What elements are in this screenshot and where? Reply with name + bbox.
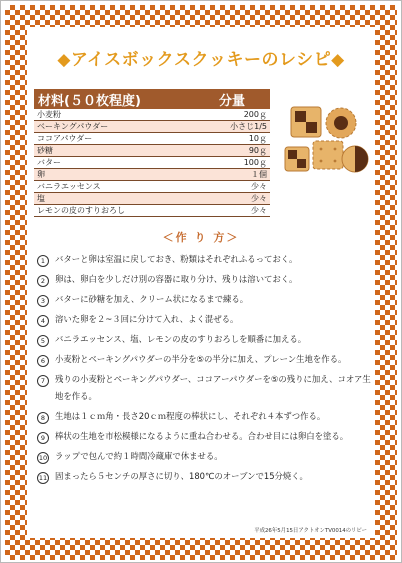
step-item: [37, 428, 372, 445]
step-item: [37, 291, 372, 308]
step-number: 5: [37, 335, 49, 347]
step-text: 生地は１ｃｍ角・長さ20ｃｍ程度の棒状にし、それぞれ４本ずつ作る。: [55, 411, 326, 421]
ingredient-name: 砂糖: [34, 145, 194, 157]
cookies-illustration: [283, 101, 369, 193]
ingredient-row: [34, 133, 270, 145]
step-number: 3: [37, 295, 49, 307]
step-item: [37, 251, 372, 268]
step-number: 9: [37, 432, 49, 444]
ingredient-qty: 少々: [194, 205, 270, 217]
ingredient-qty: 100ｇ: [194, 157, 270, 169]
ingredient-row: [34, 205, 270, 217]
ingredients-header-qty: 分量: [194, 89, 270, 109]
ingredient-qty: 10ｇ: [194, 133, 270, 145]
ingredient-row: [34, 121, 270, 133]
method-steps: [37, 251, 372, 488]
small-checkered-cookie-icon: [285, 147, 309, 171]
ingredient-name: ココアパウダー: [34, 133, 194, 145]
ingredient-qty: 小さじ1/5: [194, 121, 270, 133]
chocolate-cookie-icon: [342, 146, 368, 172]
step-text: 残りの小麦粉とベーキングパウダー、ココアーパウダーを⑤の残りに加え、コオア生地を作る。: [55, 374, 371, 401]
ingredient-row: [34, 181, 270, 193]
step-item: [37, 271, 372, 288]
ingredient-row: [34, 193, 270, 205]
ingredient-name: ベーキングパウダー: [34, 121, 194, 133]
step-number: 7: [37, 375, 49, 387]
ingredient-name: バニラエッセンス: [34, 181, 194, 193]
step-item: [37, 371, 372, 405]
step-item: [37, 408, 372, 425]
ingredient-row: [34, 169, 270, 181]
footer-note: 平成26年5月15日アクトオンTV0014のリピー: [254, 528, 367, 534]
step-text: バニラエッセンス、塩、レモンの皮のすりおろしを順番に加える。: [55, 334, 307, 344]
checkered-cookie-icon: [291, 107, 321, 137]
ingredient-qty: 少々: [194, 193, 270, 205]
step-number: 11: [38, 474, 48, 482]
step-text: 棒状の生地を市松模様になるように重ね合わせる。合わせ目には卵白を塗る。: [55, 431, 349, 441]
ingredient-qty: 90ｇ: [194, 145, 270, 157]
step-item: [37, 448, 372, 465]
ingredient-row: [34, 157, 270, 169]
step-text: ラップで包んで約１時間冷蔵庫で休ませる。: [55, 451, 223, 461]
step-number: 8: [37, 412, 49, 424]
step-text: 固まったら５センチの厚さに切り、180℃のオーブンで15分焼く。: [55, 471, 308, 481]
ingredient-name: 小麦粉: [34, 109, 194, 121]
step-item: [37, 331, 372, 348]
step-item: [37, 351, 372, 368]
step-text: 溶いた卵を２~３回に分けて入れ、よく混ぜる。: [55, 314, 239, 324]
step-number: 10: [38, 454, 48, 462]
step-text: バターと卵は室温に戻しておき、粉類はそれぞれふるっておく。: [55, 254, 298, 264]
step-text: バターに砂糖を加え、クリーム状になるまで練る。: [55, 294, 249, 304]
round-cookie-icon: [326, 108, 356, 138]
ingredient-name: レモンの皮のすりおろし: [34, 205, 194, 217]
ingredients-header-row: [34, 89, 270, 109]
ingredient-row: [34, 145, 270, 157]
checkered-border: [5, 5, 397, 560]
biscuit-icon: [313, 141, 343, 169]
step-number: 1: [37, 255, 49, 267]
ingredient-qty: 200ｇ: [194, 109, 270, 121]
step-item: [37, 468, 372, 485]
step-text: 小麦粉とベーキングパウダーの半分を⑤の半分に加え、プレーン生地を作る。: [55, 354, 347, 364]
ingredient-name: 卵: [34, 169, 194, 181]
ingredients-header-name: 材料(５０枚程度): [34, 89, 194, 109]
ingredient-name: バター: [34, 157, 194, 169]
step-number: 4: [37, 315, 49, 327]
method-heading: ＜作 り 方＞: [162, 231, 240, 244]
ingredients-table: [34, 89, 270, 217]
step-text: 卵は、卵白を少しだけ別の容器に取り分け、残りは溶いておく。: [55, 274, 298, 284]
step-number: 2: [37, 275, 49, 287]
ingredient-qty: １個: [194, 169, 270, 181]
page-title: ◆アイスボックスクッキーのレシピ◆: [57, 50, 345, 70]
ingredient-qty: 少々: [194, 181, 270, 193]
ingredient-row: [34, 109, 270, 121]
recipe-content: [27, 27, 375, 538]
ingredient-name: 塩: [34, 193, 194, 205]
step-number: 6: [37, 355, 49, 367]
step-item: [37, 311, 372, 328]
